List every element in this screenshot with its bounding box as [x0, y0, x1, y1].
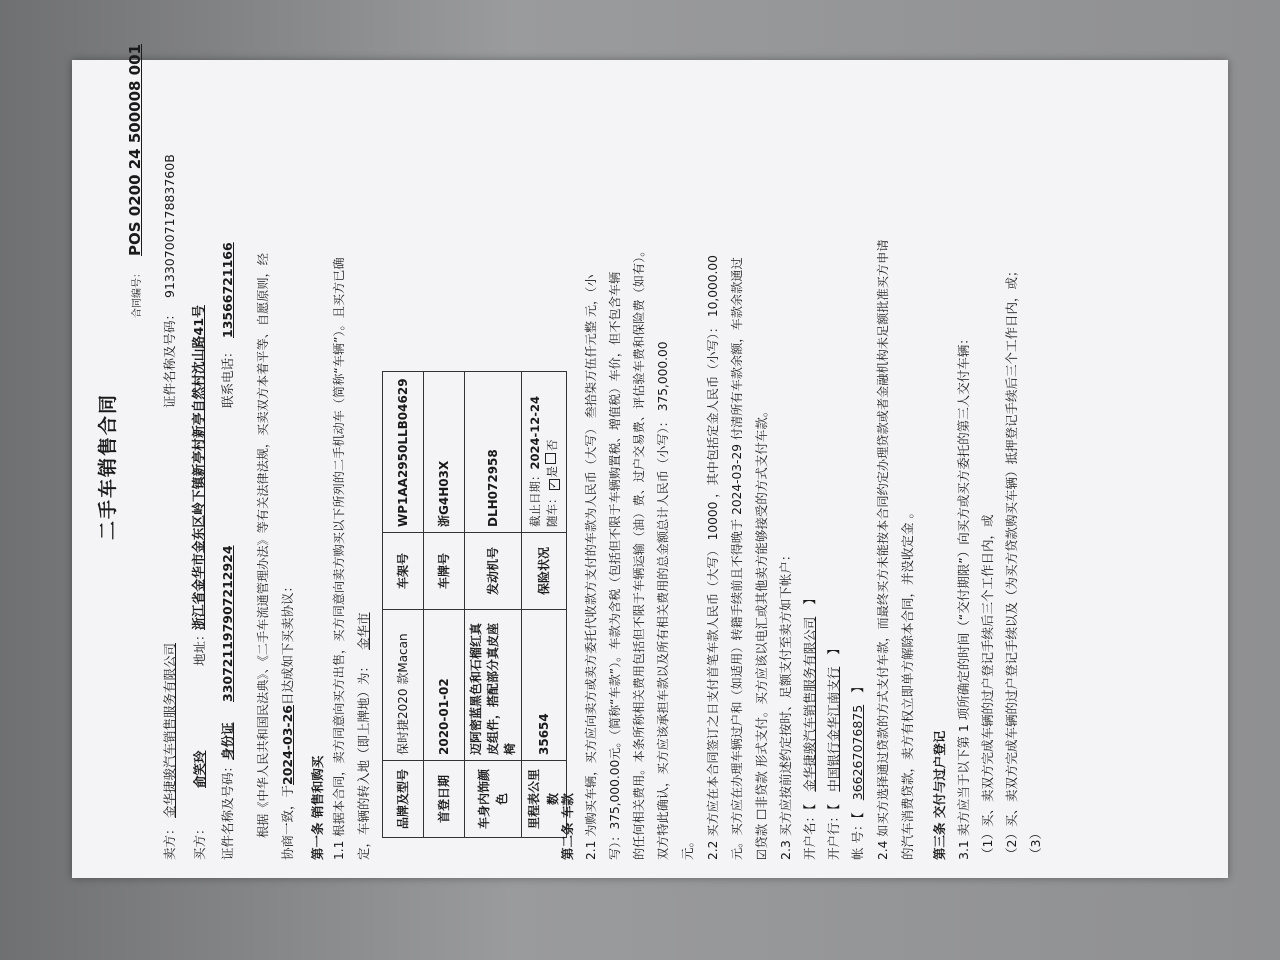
buyer-label: 买方： [192, 822, 207, 860]
account-name: 金华捷骏汽车销售服务有限公司 [802, 616, 817, 792]
phone-label: 联系电话： [220, 345, 235, 408]
insurance-value [522, 372, 566, 533]
clause-2-2-b: 元。买方应在办理车辆过户和（如适用）转籍手续前且不得晚于 2024-03-29 付清所有车款余额，车款余款通过 [730, 257, 744, 860]
account-no-row: 帐 号：【366267076875】 [850, 680, 865, 860]
account-no: 366267076875 [850, 704, 865, 801]
account-name-label: 开户名： [802, 809, 817, 860]
vehicle-table [382, 371, 567, 838]
plate-value: 浙G4H03X [424, 372, 465, 533]
clause-1-1-b-text: 定，车辆的转入地（即上牌地）为： [356, 659, 371, 860]
page-title: 二手车销售合同 [97, 392, 119, 540]
clause-2-1-b: 写）：375,000.00元。（简称“车款”）。车款为含税（包括但不限于车辆购置税、增值税）车价，但不包含车辆 [608, 271, 622, 860]
mileage-value: 35654 [522, 610, 566, 761]
insurance-date: 2024-12-24 [528, 395, 543, 470]
clause-2-4-b: 的汽车消费贷款，卖方有权立即单方解除本合同，并没收定金 。 [900, 506, 915, 860]
intro-line1: 根据《中华人民共和国民法典》、《二手车流通管理办法》等有关法律法规，买卖双方本着平等、自愿原则，经 [256, 253, 270, 838]
bank-label: 开户行： [826, 809, 841, 860]
clause-1-1-b [354, 602, 373, 860]
contract-paper [72, 44, 1228, 878]
insurance-date-label: 截止日期： [528, 469, 543, 527]
account-no-label: 帐 号： [850, 818, 865, 860]
bank-row: 开户行：【中国银行金华江南支行】 [826, 642, 841, 860]
vin-label: 车架号 [383, 533, 424, 610]
clause-2-1-c: 的任何相关费用。本条所称相关费用包括但不限于车辆运输（油）费、过户交易费、评估验车费和保险费（如有）。 [632, 244, 646, 860]
plate-label: 车牌号 [424, 533, 465, 610]
checkbox-checked-icon: ✓ [548, 481, 559, 489]
account-name-row: 开户名：【金华捷骏汽车销售服务有限公司】 [802, 592, 817, 860]
bank-name: 中国银行金华江南支行 [826, 666, 841, 792]
intro-line2 [278, 580, 297, 860]
reg-date-value: 2020-01-02 [424, 610, 465, 761]
buyer-name: 俞笑玲 [192, 750, 207, 788]
clause-2-1-d: 双方特此确认，买方应该承担车款以及所有相关费用的总金额总计人民币（小写）： 375,000.00 [656, 341, 670, 860]
brand-value: 保时捷2020 款Macan [383, 610, 424, 761]
section-1-heading: 第一条 销售和购买 [310, 755, 325, 860]
seller-id-label: 证件名称及号码： [162, 307, 177, 408]
clause-2-1-a: 2.1 为购买车辆，买方应向卖方或卖方委托代收款方支付的车款为人民币（大写） 叁拾柒万伍仟元整 元，（小 [584, 274, 598, 860]
table-row [383, 372, 424, 838]
engine-label: 发动机号 [465, 533, 522, 610]
clause-2-4-a: 2.4 如买方选择通过贷款的方式支付车款，而最终买方未能按本合同约定办理贷款或者金融机构未足额批准买方申请 [876, 239, 890, 860]
insurance-label: 保险状况 [522, 533, 566, 610]
color-label: 车身内饰颜色 [465, 761, 522, 838]
seller-name: 金华捷骏汽车销售服务有限公司 [162, 642, 177, 818]
insurance-no: 否 [544, 439, 559, 451]
insurance-with-label: 随车： [544, 492, 559, 527]
clause-2-3: 2.3 买方应按前述约定按时、足额支付至卖方如下帐户： [778, 548, 793, 860]
clause-2-1-e: 元。 [680, 834, 695, 860]
contract-no-label: 合同编号： [132, 268, 143, 318]
table-row [424, 372, 465, 838]
contract-page [72, 44, 1228, 878]
buyer-address: 浙江省金华市金东区岭下镇新亭村新亭自然村沈山路41号 [192, 305, 207, 630]
transfer-city: 金华市 [356, 612, 371, 650]
buyer-id: 330721197907212924 [220, 545, 235, 702]
contract-no: POS 0200 24 500008 001 [126, 44, 144, 256]
clause-2-2-c: ☑贷款 ☐非贷款 形式支付。买方应该以电汇或其他卖方能够接受的方式支付车款。 [754, 404, 769, 860]
seller-label: 卖方： [162, 822, 177, 860]
intro-pre: 协商一致，于 [280, 784, 295, 860]
clause-3-1-2: （2）买、卖双方完成车辆的过户登记手续以及（为买方贷款购买车辆）抵押登记手续后三个工作日内，或； [1004, 264, 1019, 860]
insurance-yes: 是 [544, 466, 559, 478]
brand-label: 品牌及型号 [383, 761, 424, 838]
buyer-id-label: 证件名称及号码： [220, 759, 235, 860]
table-row [522, 372, 566, 838]
reg-date-label: 首登日期 [424, 761, 465, 838]
color-value: 迈阿密蓝黑色和石榴红真皮组件，搭配部分真皮座椅 [465, 610, 522, 761]
intro-date: 2024-03-26 [280, 705, 295, 785]
clause-1-1-a: 1.1 根据本合同，卖方同意向买方出售，买方同意向卖方购买以下所列的二手机动车（简称“车辆”）。且买方已确 [332, 257, 346, 860]
clause-3-1-1: （1）买、卖双方完成车辆的过户登记手续后三个工作日内，或 [980, 514, 995, 860]
table-row [465, 372, 522, 838]
clause-3-1: 3.1 卖方应当于以下第 1 项所确定的时间（“交付期限”）向买方或买方委托的第三人交付车辆： [956, 332, 971, 860]
checkbox-empty-icon [545, 453, 556, 464]
vin-value: WP1AA2950LLB04629 [383, 372, 424, 533]
intro-post: 日达成如下买卖协议： [280, 580, 295, 706]
seller-id: 91330700717883760B [162, 154, 177, 298]
addr-label: 地址： [192, 628, 207, 666]
clause-3-1-3: （3） [1028, 827, 1043, 860]
buyer-phone: 13566721166 [220, 242, 235, 338]
section-2-heading: 第二条 车款 [560, 793, 575, 860]
engine-value: DLH072958 [465, 372, 522, 533]
buyer-id-type: 身份证 [220, 722, 235, 760]
mileage-label: 里程表公里数 [522, 761, 566, 838]
section-3-heading: 第三条 交付与过户登记 [932, 730, 947, 860]
clause-2-2-a: 2.2 买方应在本合同签订之日支付首笔车款人民币（大写） 10000 ，其中包括定金人民币（小写）： 10,000.00 [706, 255, 720, 860]
